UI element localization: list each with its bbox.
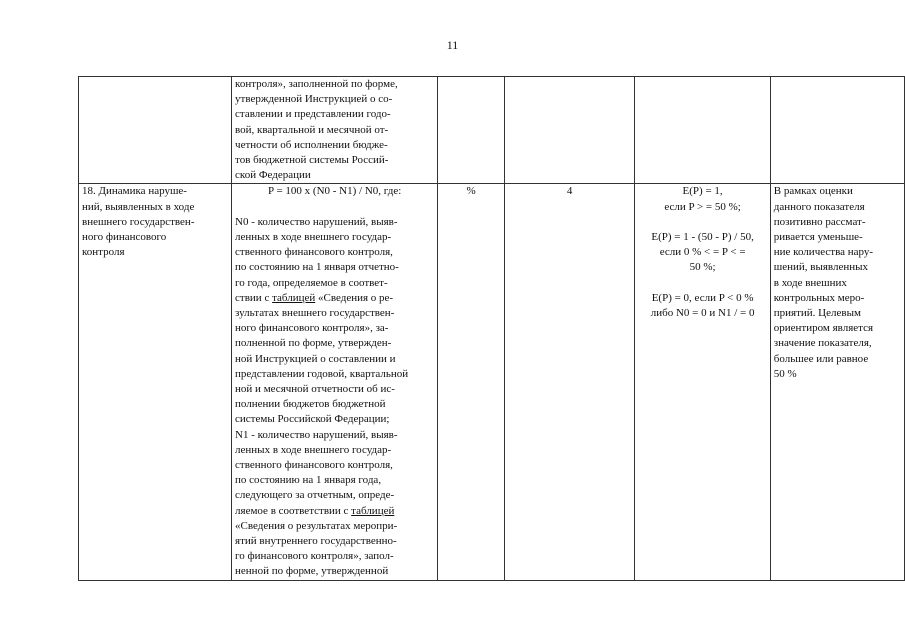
cell-evaluation <box>635 184 770 580</box>
text-line: полнении бюджетов бюджетной <box>235 398 386 411</box>
table-link[interactable]: таблицей <box>272 291 316 304</box>
text-line: ние количества нару- <box>773 246 874 259</box>
cell-name-empty <box>79 77 232 184</box>
cell-unit-empty <box>438 77 505 184</box>
indicators-table <box>78 76 905 581</box>
text-line: контроля», заполненной по форме, <box>235 78 398 90</box>
text-line: контрольных меро- <box>773 291 865 304</box>
text-line: утвержденной Инструкцией о со- <box>235 93 393 106</box>
text-line: го финансового контроля», запол- <box>235 550 394 563</box>
spacer <box>638 215 766 230</box>
text-line: ятий внутреннего государственно- <box>235 535 397 548</box>
text-line: «Сведения о результатах меропри- <box>235 519 398 532</box>
text-line: ленных в ходе внешнего государ- <box>235 231 392 244</box>
cell-eval-empty <box>635 77 770 184</box>
text-line: четности об исполнении бюдже- <box>235 138 388 151</box>
text-line: внешнего государствен- <box>82 215 195 228</box>
text-line: 18. Динамика наруше- <box>82 185 187 198</box>
cell-indicator-name <box>79 184 232 580</box>
text-line: ненной по форме, утвержденной <box>235 565 389 578</box>
text-line: следующего за отчетным, опреде- <box>235 489 395 502</box>
unit-value: % <box>466 185 476 198</box>
text-line: по состоянию на 1 января отчетно- <box>235 261 399 274</box>
text-line: N0 - количество нарушений, выяв- <box>235 215 398 228</box>
text-line: ственного финансового контроля, <box>235 459 393 472</box>
text-line: приятий. Целевым <box>773 307 861 320</box>
page-number: 11 <box>446 38 459 52</box>
text-line: ной Инструкцией о составлении и <box>235 352 396 365</box>
text-line: системы Российской Федерации; <box>235 413 390 426</box>
text-line: зультатах внешнего государствен- <box>235 307 395 320</box>
text-line: 50 % <box>773 367 797 380</box>
text-line: В рамках оценки <box>773 185 853 198</box>
spacer <box>235 200 434 215</box>
cell-note <box>770 184 904 580</box>
text-line: либо N0 = 0 и N1 / = 0 <box>650 307 755 320</box>
text-line: значение показателя, <box>773 337 872 350</box>
text-line: в ходе внешних <box>773 276 847 289</box>
text-line: тов бюджетной системы Россий- <box>235 154 389 167</box>
text-fragment: «Сведения о ре- <box>315 291 394 304</box>
text-line: E(P) = 1, <box>682 185 723 198</box>
table-link[interactable]: таблицей <box>351 504 395 517</box>
text-line: вой, квартальной и месячной от- <box>235 123 389 136</box>
text-line: представлении годовой, квартальной <box>235 367 409 380</box>
text-line-with-link <box>235 291 434 306</box>
text-line: ривается уменьше- <box>773 231 863 244</box>
cell-weight-empty <box>504 77 635 184</box>
text-line: если P > = 50 %; <box>664 200 741 213</box>
text-line: ской Федерации <box>235 169 311 182</box>
text-line: по состоянию на 1 января года, <box>235 474 382 487</box>
text-line: N1 - количество нарушений, выяв- <box>235 428 398 441</box>
cell-calculation-method <box>232 184 438 580</box>
text-line: ной и месячной отчетности об ис- <box>235 383 395 396</box>
text-line: ленных в ходе внешнего государ- <box>235 443 392 456</box>
text-line: данного показателя <box>773 200 865 213</box>
text-line: ний, выявленных в ходе <box>82 200 195 213</box>
text-line: ственного финансового контроля, <box>235 246 393 259</box>
text-line: ного финансового контроля», за- <box>235 322 389 335</box>
weight-value: 4 <box>566 185 573 198</box>
cell-method-continuation <box>232 77 438 184</box>
text-line: контроля <box>82 246 125 259</box>
text-line: шений, выявленных <box>773 261 869 274</box>
text-line: E(P) = 1 - (50 - P) / 50, <box>651 231 754 244</box>
text-line: большее или равное <box>773 352 869 365</box>
text-line: го года, определяемое в соответ- <box>235 276 388 289</box>
text-line-with-link <box>235 504 434 519</box>
text-line: ориентиром является <box>773 322 874 335</box>
text-line: позитивно рассмат- <box>773 215 866 228</box>
table-row-continuation <box>79 77 905 184</box>
cell-note-empty <box>770 77 904 184</box>
text-line: ного финансового <box>82 231 167 244</box>
cell-unit <box>438 184 505 580</box>
text-fragment: ствии с <box>235 291 273 304</box>
text-line: полненной по форме, утвержден- <box>235 337 392 350</box>
text-line: E(P) = 0, если P < 0 % <box>651 291 754 304</box>
cell-weight <box>504 184 635 580</box>
text-line: ставлении и представлении годо- <box>235 108 391 121</box>
text-line: 50 %; <box>689 261 716 274</box>
text-line: если 0 % < = P < = <box>659 246 746 259</box>
text-fragment: ляемое в соответствии с <box>235 504 352 517</box>
spacer <box>638 276 766 291</box>
table-row-18 <box>79 184 905 580</box>
formula: P = 100 x (N0 - N1) / N0, где: <box>268 185 402 198</box>
